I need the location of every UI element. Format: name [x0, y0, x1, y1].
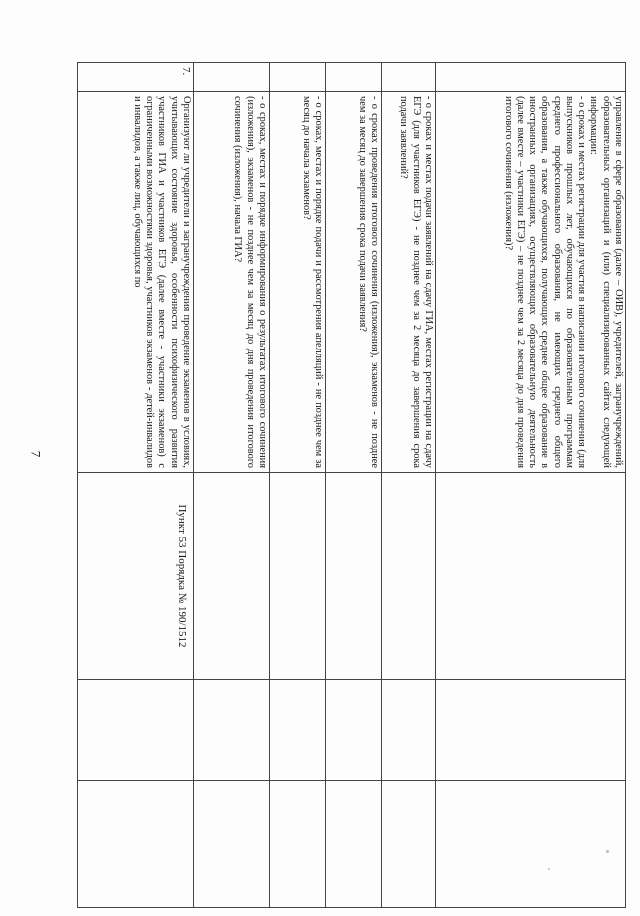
- row-number: [436, 63, 626, 92]
- norm-reference: Пункт 53 Порядка № 190/1512: [176, 504, 188, 648]
- empty-cell: [78, 680, 194, 781]
- norm-reference-cell: [382, 473, 436, 680]
- norm-reference-cell: [326, 473, 382, 680]
- scan-speck: [548, 868, 550, 870]
- table-row: [78, 63, 194, 908]
- empty-cell: [194, 781, 270, 908]
- question-paragraph: управление в сфере образования (далее – ОИВ), учредителей, загранучреждений, образовательных организаций и (или) специализированных сайтах следующей информации:: [588, 96, 624, 468]
- empty-cell: [326, 680, 382, 781]
- empty-cell: [382, 680, 436, 781]
- empty-cell: [382, 781, 436, 908]
- empty-cell: [270, 680, 326, 781]
- row-number: [382, 63, 436, 92]
- table-row: [194, 63, 270, 908]
- table-row: [270, 63, 326, 908]
- table-row: [436, 63, 626, 908]
- question-paragraph: Организуют ли учредители и загранучреждения проведение экзаменов в условиях, учитывающих состояние здоровья, особенности психофизического развития участников ГИА и участников ЕГЭ (далее вместе - участники экзаменов) с ограниченными возможностями здоровья, участников экзаменов - детей-инвалидов и инвалидов, а также лиц, обучающихся по: [131, 96, 192, 468]
- question-paragraph: - о сроках проведения итогового сочинения (изложения), экзаменов - не позднее чем за месяц до завершения срока подачи заявления?: [356, 96, 380, 468]
- empty-cell: [78, 781, 194, 908]
- norm-reference-cell: [78, 473, 194, 680]
- empty-cell: [436, 781, 626, 908]
- page-number: 7: [28, 450, 44, 458]
- row-number: [194, 63, 270, 92]
- norm-reference-cell: [436, 473, 626, 680]
- question-cell: [326, 92, 382, 473]
- question-paragraph: - о сроках, местах и порядке информирования о результатах итогового сочинения (изложения), экзаменов - не позднее чем за месяц до дня проведения итогового сочинения (изложения), начала ГИА?: [232, 96, 268, 468]
- question-paragraph: - о сроках, местах и порядке подачи и рассмотрения апелляций - не позднее чем за месяц до начала экзаменов?: [300, 96, 324, 468]
- question-cell: [436, 92, 626, 473]
- empty-cell: [194, 680, 270, 781]
- empty-cell: [326, 781, 382, 908]
- question-cell: [270, 92, 326, 473]
- document-table-container: [78, 62, 626, 862]
- norm-reference-cell: [194, 473, 270, 680]
- question-cell: [382, 92, 436, 473]
- question-cell: [78, 92, 194, 473]
- question-paragraph: - о сроках и местах регистрации для участия в написании итогового сочинения (для выпускников прошлых лет, обучающихся по образовательным программам среднего профессионального образования, не имеющих среднего общего образования, а также обучающихся, получающих среднее общее образование в иностранных организациях, осуществляющих образовательную деятельность (далее вместе – участники ЕГЭ) – не позднее чем за 2 месяца до дня проведения итогового сочинения (изложения)?: [502, 96, 588, 468]
- norm-reference-cell: [270, 473, 326, 680]
- empty-cell: [270, 781, 326, 908]
- table-row: [382, 63, 436, 908]
- table-row: [326, 63, 382, 908]
- empty-cell: [436, 680, 626, 781]
- row-number: 7.: [78, 63, 194, 92]
- row-number: [326, 63, 382, 92]
- question-paragraph: - о сроках и местах подачи заявлений на сдачу ГИА, местах регистрации на сдачу ЕГЭ (для участников ЕГЭ) - не позднее чем за 2 месяца до завершения срока подачи заявлений?: [398, 96, 434, 468]
- scan-speck: [606, 850, 609, 853]
- question-cell: [194, 92, 270, 473]
- checklist-table: [77, 62, 626, 908]
- row-number: [270, 63, 326, 92]
